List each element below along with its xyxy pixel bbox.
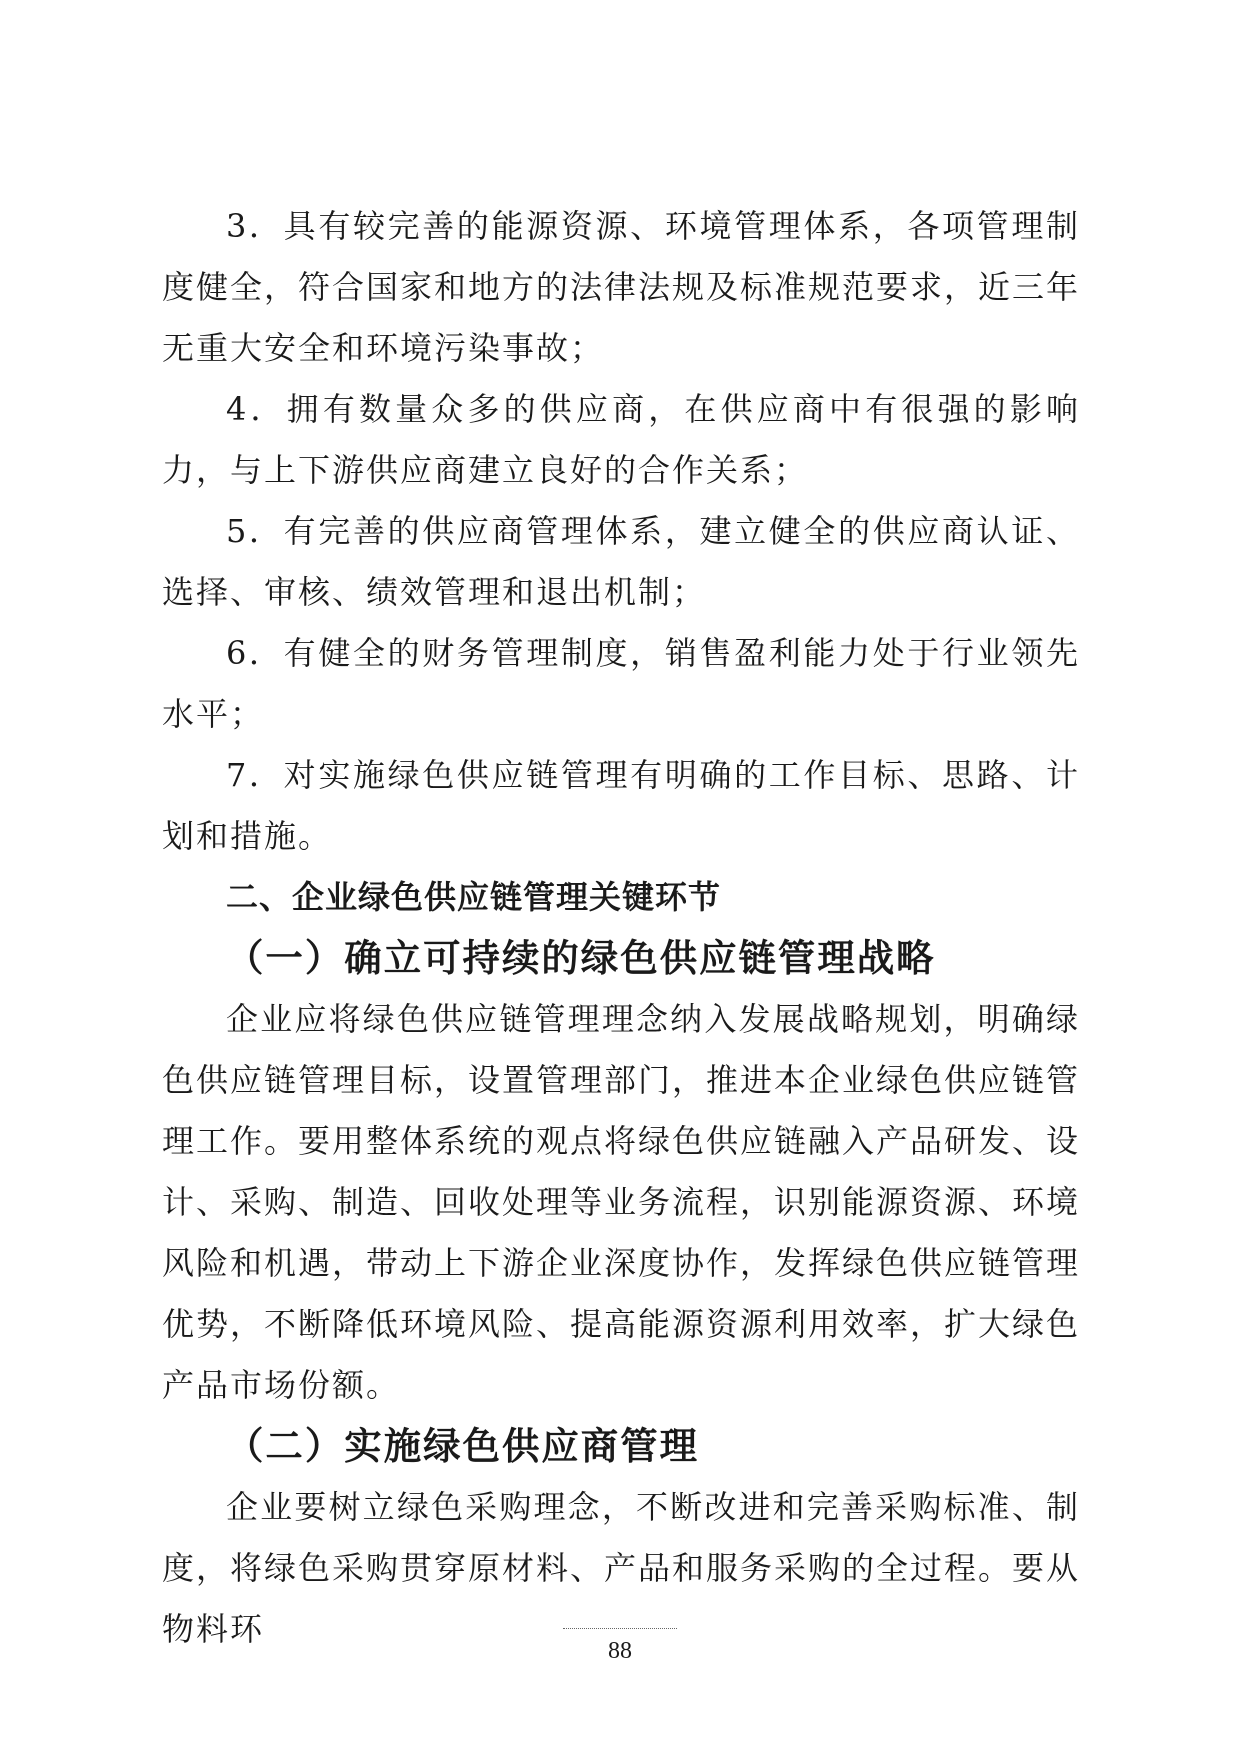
requirement-7: 7．对实施绿色供应链管理有明确的工作目标、思路、计划和措施。	[162, 756, 1080, 855]
requirement-6: 6．有健全的财务管理制度，销售盈利能力处于行业领先水平；	[162, 634, 1080, 733]
subsection-body-1: 企业应将绿色供应链管理理念纳入发展战略规划，明确绿色供应链管理目标，设置管理部门，推进本企业绿色供应链管理工作。要用整体系统的观点将绿色供应链融入产品研发、设计、采购、制造、回收处理等业务流程，识别能源资源、环境风险和机遇，带动上下游企业深度协作，发挥绿色供应链管理优势，不断降低环境风险、提高能源资源利用效率，扩大绿色产品市场份额。	[162, 1000, 1081, 1404]
page-number: 88	[608, 1638, 632, 1664]
subsection-heading-1: （一）确立可持续的绿色供应链管理战略	[226, 936, 936, 980]
footer-divider	[563, 1628, 677, 1629]
requirement-5: 5．有完善的供应商管理体系，建立健全的供应商认证、选择、审核、绩效管理和退出机制；	[162, 512, 1080, 611]
subsection-heading-2: （二）实施绿色供应商管理	[226, 1424, 700, 1468]
section-heading: 二、企业绿色供应链管理关键环节	[226, 878, 722, 916]
document-page	[162, 196, 1080, 1660]
subsection-body-2: 企业要树立绿色采购理念，不断改进和完善采购标准、制度，将绿色采购贯穿原材料、产品和服务采购的全过程。要从物料环	[162, 1488, 1081, 1648]
requirement-3: 3．具有较完善的能源资源、环境管理体系，各项管理制度健全，符合国家和地方的法律法规及标准规范要求，近三年无重大安全和环境污染事故；	[162, 207, 1081, 367]
requirement-4: 4．拥有数量众多的供应商，在供应商中有很强的影响力，与上下游供应商建立良好的合作关系；	[162, 390, 1080, 489]
